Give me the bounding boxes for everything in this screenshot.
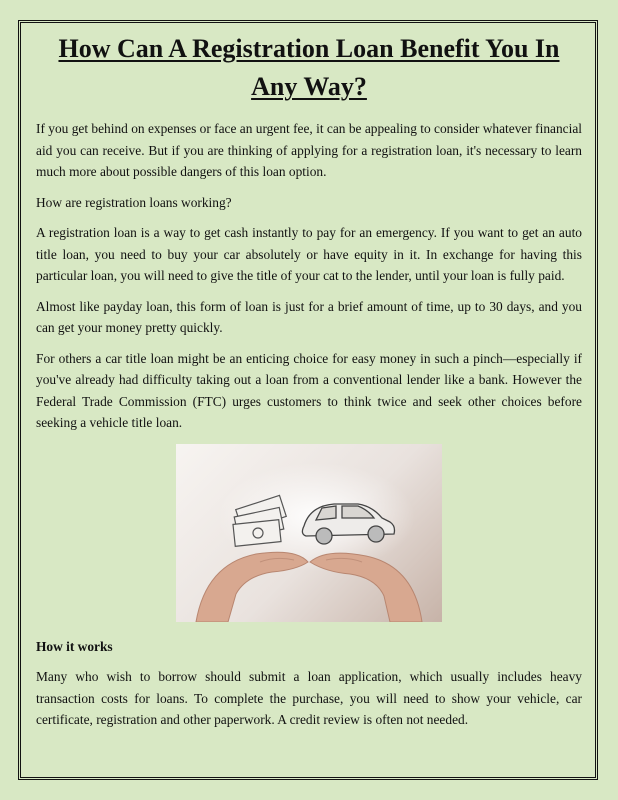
paragraph-intro: If you get behind on expenses or face an urgent fee, it can be appealing to consider whatever financial aid you can receive. But if you are thinking of applying for a registration loan, it's necessary to learn much more about possible dangers of this loan option. (36, 121, 582, 179)
document-title: How Can A Registration Loan Benefit You In Any Way? (58, 34, 560, 101)
paragraph-definition: A registration loan is a way to get cash instantly to pay for an emergency. If you want to get an auto title loan, you need to buy your car absolutely or have equity in it. In exchange for having this particular loan, you will need to give the title of your cat to the lender, until your loan is fully paid. (36, 225, 582, 283)
open-hands-icon (196, 552, 422, 622)
hands-car-money-image (176, 444, 442, 622)
section-heading-how-it-works: How it works (36, 638, 113, 654)
paragraph-process: Many who wish to borrow should submit a loan application, which usually includes heavy transaction costs for loans. To complete the purchase, you will need to show your vehicle, car certificate, registration and other paperwork. A credit review is often not needed. (36, 669, 582, 727)
paragraph-question: How are registration loans working? (36, 194, 232, 210)
car-icon (302, 504, 394, 544)
paragraph-duration: Almost like payday loan, this form of loan is just for a brief amount of time, up to 30 days, and you can get your money pretty quickly. (36, 298, 582, 335)
paragraph-ftc-warning: For others a car title loan might be an enticing choice for easy money in such a pinch—especially if you've already had difficulty taking out a loan from a conventional lender like a bank. However the Federal Trade Commission (FTC) urges customers to think twice and seek other choices before seeking a vehicle title loan. (36, 350, 582, 430)
document-content (36, 30, 582, 740)
money-stack-icon (233, 495, 286, 546)
hands-illustration (176, 444, 442, 622)
